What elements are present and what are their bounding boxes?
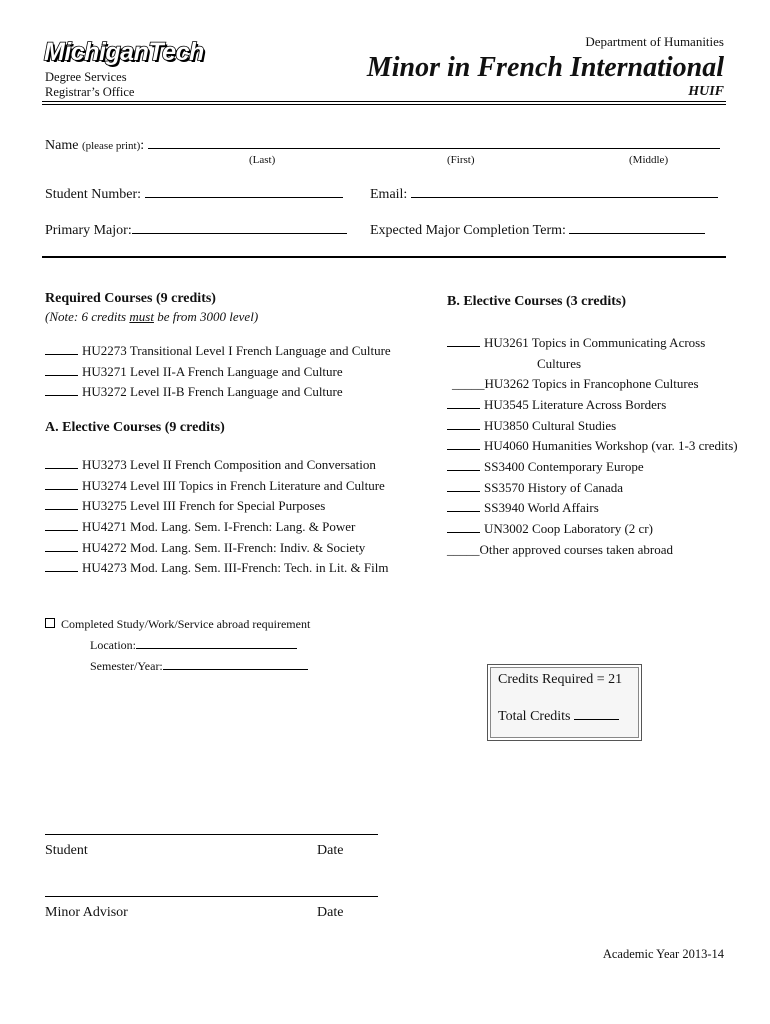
course-entry[interactable] [45,558,388,579]
course-title: UN3002 Coop Laboratory (2 cr) [484,521,653,537]
email-field[interactable] [370,185,718,203]
advisor-signature-label: Minor Advisor [45,905,128,920]
course-title: HU3273 Level II French Composition and Conversation [82,457,376,472]
total-credits-label: Total Credits [498,709,571,724]
completion-term-input-line[interactable] [569,221,705,234]
course-title: HU4272 Mod. Lang. Sem. II-French: Indiv. & Society [82,539,366,555]
semester-field[interactable] [90,659,308,674]
course-entry-continued: Cultures [537,356,582,371]
course-check-blank[interactable] [45,456,78,469]
email-input-line[interactable] [411,185,718,198]
course-check-blank[interactable] [447,520,480,533]
course-entry[interactable] [45,382,391,403]
course-title: HU3271 Level II-A French Language and Culture [82,363,343,379]
student-signature-line[interactable] [45,834,378,835]
course-title: HU4060 Humanities Workshop (var. 1-3 credits) [484,438,738,454]
other-courses-entry[interactable]: _____Other approved courses taken abroad [447,542,673,557]
course-entry-hu3262[interactable]: _____HU3262 Topics in Francophone Cultures [452,376,699,391]
semester-label: Semester/Year: [90,659,163,673]
course-check-blank[interactable] [45,539,78,552]
header-divider [42,101,726,105]
course-check-blank[interactable] [45,559,78,572]
course-entry[interactable] [45,341,391,362]
course-check-blank[interactable] [447,458,480,471]
credits-box [487,664,642,741]
required-course-list [45,341,391,403]
course-entry[interactable] [45,538,388,559]
student-number-input-line[interactable] [145,185,343,198]
course-entry[interactable] [45,517,388,538]
course-title: HU4271 Mod. Lang. Sem. I-French: Lang. & Power [82,519,356,535]
student-number-field[interactable] [45,185,343,203]
course-check-blank[interactable] [447,499,480,512]
course-check-blank[interactable] [45,383,78,396]
primary-major-input-line[interactable] [132,221,347,234]
course-check-blank[interactable] [447,479,480,492]
email-label: Email: [370,187,408,202]
required-courses-note: (Note: 6 credits must be from 3000 level) [45,309,259,324]
location-label: Location: [90,638,136,652]
name-label: Name [45,138,79,153]
middle-name-caption: (Middle) [629,154,669,166]
course-entry[interactable] [447,519,738,540]
course-check-blank[interactable] [45,497,78,510]
primary-major-field[interactable] [45,221,347,239]
name-hint: (please print) [81,140,141,152]
course-entry[interactable] [45,496,388,517]
last-name-caption: (Last) [249,154,276,166]
form-title: Minor in French International [366,52,724,83]
course-title: SS3940 World Affairs [484,500,599,516]
course-check-blank[interactable] [45,363,78,376]
elective-a-course-list [45,455,388,579]
course-title: HU3272 Level II-B French Language and Culture [82,384,343,399]
advisor-date-label: Date [317,905,344,920]
semester-input-line[interactable] [163,659,308,670]
name-field[interactable] [45,136,720,154]
course-title: HU2273 Transitional Level I French Language and Culture [82,343,391,358]
elective-b-course-list [447,395,738,540]
advisor-signature-line[interactable] [45,896,378,897]
first-name-caption: (First) [447,154,475,166]
department-name: Department of Humanities [585,34,724,49]
total-credits-input-line[interactable] [574,708,619,720]
course-entry[interactable] [447,498,738,519]
student-number-label: Student Number: [45,187,142,202]
course-check-blank[interactable] [45,342,78,355]
academic-year: Academic Year 2013-14 [602,947,724,961]
office-line-1: Degree Services [45,70,127,84]
course-check-blank[interactable] [45,477,78,490]
course-entry[interactable] [447,436,738,457]
required-courses-heading: Required Courses (9 credits) [45,291,216,306]
course-entry[interactable] [45,455,388,476]
office-line-2: Registrar’s Office [45,85,135,99]
course-entry[interactable] [447,478,738,499]
course-title: HU3274 Level III Topics in French Literature and Culture [82,477,385,493]
section-divider [42,256,726,258]
course-title: HU3545 Literature Across Borders [484,397,667,412]
course-title: SS3570 History of Canada [484,479,624,495]
elective-a-heading: A. Elective Courses (9 credits) [45,420,225,435]
course-title: HU3275 Level III French for Special Purposes [82,498,326,514]
location-field[interactable] [90,638,297,653]
total-credits-field[interactable] [498,708,619,725]
course-entry[interactable] [447,395,738,416]
program-code: HUIF [688,84,724,99]
student-signature-label: Student [45,843,88,858]
course-check-blank[interactable] [447,437,480,450]
course-check-blank[interactable] [447,417,480,430]
course-entry[interactable] [447,457,738,478]
course-entry[interactable]: HU3261 Topics in Communicating Across [447,333,705,354]
abroad-requirement[interactable]: Completed Study/Work/Service abroad requirement [45,617,310,632]
course-title: SS3400 Contemporary Europe [484,459,644,475]
course-check-blank[interactable] [447,396,480,409]
name-colon: : [140,138,145,153]
elective-b-heading: B. Elective Courses (3 credits) [447,294,626,309]
abroad-checkbox[interactable] [45,618,55,628]
completion-term-label: Expected Major Completion Term: [370,223,566,238]
course-title: HU3850 Cultural Studies [484,417,617,433]
course-check-blank[interactable] [45,518,78,531]
course-check-blank[interactable] [447,334,480,347]
course-entry[interactable] [447,416,738,437]
completion-term-field[interactable] [370,221,705,239]
course-entry[interactable] [45,476,388,497]
primary-major-label: Primary Major: [45,223,132,238]
credits-required: Credits Required = 21 [498,672,623,687]
location-input-line[interactable] [136,638,297,649]
course-title: HU4273 Mod. Lang. Sem. III-French: Tech. in Lit. & Film [82,560,389,576]
university-logo: MichiganTech [44,38,204,66]
student-date-label: Date [317,843,344,858]
course-entry[interactable] [45,362,391,383]
name-input-line[interactable] [148,136,720,149]
